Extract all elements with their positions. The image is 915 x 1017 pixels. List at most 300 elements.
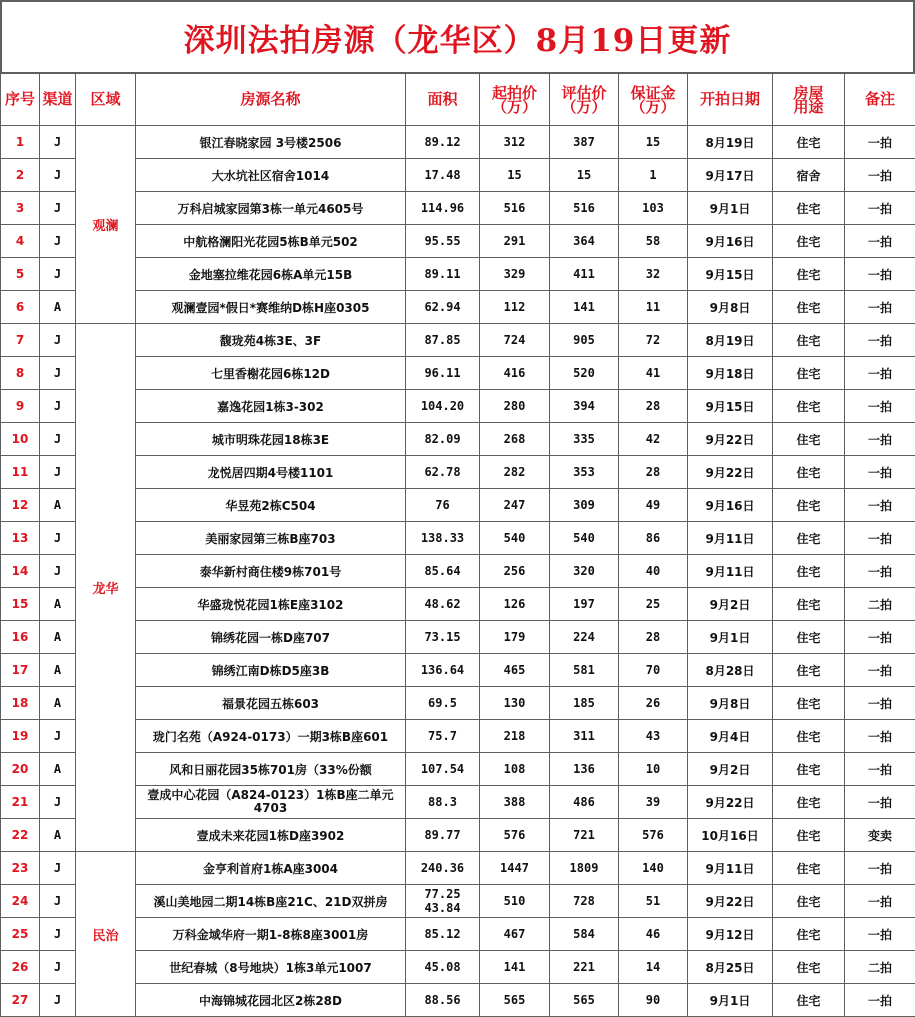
header-eval-price: 评估价 （万） [550,74,619,126]
row-channel: J [40,357,76,390]
row-area: 138.33 [406,522,480,555]
row-area: 62.78 [406,456,480,489]
table-row [1,126,915,159]
row-area: 96.11 [406,357,480,390]
row-seq: 1 [1,126,40,159]
row-seq: 15 [1,588,40,621]
table-row [1,654,915,687]
row-area: 114.96 [406,192,480,225]
row-channel: J [40,126,76,159]
row-seq: 8 [1,357,40,390]
row-usage: 住宅 [773,423,845,456]
row-date: 9月8日 [688,291,773,324]
row-date: 9月22日 [688,456,773,489]
row-name: 七里香榭花园6栋12D [136,357,406,390]
row-seq: 18 [1,687,40,720]
table-row [1,390,915,423]
row-note: 二拍 [845,588,915,621]
row-area-primary: 77.25 [406,887,479,901]
row-note: 一拍 [845,687,915,720]
row-date: 9月8日 [688,687,773,720]
row-usage: 住宅 [773,522,845,555]
row-start-price: 510 [480,885,550,918]
row-seq: 7 [1,324,40,357]
table-row [1,258,915,291]
region-cell: 民治 [76,852,136,1017]
row-name: 壹成未来花园1栋D座3902 [136,819,406,852]
row-channel: A [40,621,76,654]
row-seq: 19 [1,720,40,753]
row-usage: 住宅 [773,291,845,324]
row-usage: 住宅 [773,984,845,1017]
row-start-price: 312 [480,126,550,159]
row-seq: 24 [1,885,40,918]
header-start-price: 起拍价 （万） [480,74,550,126]
row-start-price: 467 [480,918,550,951]
row-note: 一拍 [845,984,915,1017]
row-name: 大水坑社区宿舍1014 [136,159,406,192]
header-row [1,74,915,126]
row-channel: J [40,786,76,819]
row-note: 一拍 [845,720,915,753]
row-note: 一拍 [845,918,915,951]
row-note: 一拍 [845,126,915,159]
row-note: 变卖 [845,819,915,852]
row-date: 9月2日 [688,753,773,786]
row-area: 17.48 [406,159,480,192]
row-eval-price: 581 [550,654,619,687]
row-name: 福景花园五栋603 [136,687,406,720]
row-seq: 20 [1,753,40,786]
row-channel: J [40,192,76,225]
row-seq: 27 [1,984,40,1017]
row-deposit: 15 [619,126,688,159]
row-name: 城市明珠花园18栋3E [136,423,406,456]
row-start-price: 15 [480,159,550,192]
row-date: 9月11日 [688,555,773,588]
region-cell: 龙华 [76,324,136,852]
row-eval-price: 224 [550,621,619,654]
table-row [1,291,915,324]
row-start-price: 141 [480,951,550,984]
row-note: 一拍 [845,324,915,357]
row-eval-price: 565 [550,984,619,1017]
header-deposit: 保证金 （万） [619,74,688,126]
row-name: 锦绣花园一栋D座707 [136,621,406,654]
row-start-price: 329 [480,258,550,291]
row-eval-price: 905 [550,324,619,357]
row-name: 华盛珑悦花园1栋E座3102 [136,588,406,621]
row-start-price: 112 [480,291,550,324]
row-usage: 住宅 [773,555,845,588]
row-area: 240.36 [406,852,480,885]
row-channel: J [40,555,76,588]
row-date: 9月1日 [688,984,773,1017]
row-usage: 住宅 [773,225,845,258]
row-note: 一拍 [845,555,915,588]
row-name: 中海锦城花园北区2栋28D [136,984,406,1017]
row-name: 银江春晓家园 3号楼2506 [136,126,406,159]
row-channel: J [40,951,76,984]
row-name: 龙悦居四期4号楼1101 [136,456,406,489]
row-name: 世纪春城（8号地块）1栋3单元1007 [136,951,406,984]
row-note: 一拍 [845,885,915,918]
row-usage: 住宅 [773,357,845,390]
table-row [1,852,915,885]
row-date: 8月28日 [688,654,773,687]
row-date: 9月15日 [688,390,773,423]
row-note: 一拍 [845,456,915,489]
table-row [1,918,915,951]
row-seq: 10 [1,423,40,456]
row-note: 一拍 [845,423,915,456]
row-usage: 住宅 [773,786,845,819]
row-deposit: 41 [619,357,688,390]
table-row [1,984,915,1017]
row-channel: J [40,720,76,753]
row-channel: A [40,753,76,786]
row-deposit: 40 [619,555,688,588]
row-channel: J [40,258,76,291]
row-channel: J [40,159,76,192]
row-eval-price: 728 [550,885,619,918]
row-seq: 26 [1,951,40,984]
row-note: 一拍 [845,258,915,291]
row-note: 一拍 [845,225,915,258]
row-date: 9月22日 [688,423,773,456]
row-deposit: 72 [619,324,688,357]
row-name: 嘉逸花园1栋3-302 [136,390,406,423]
row-eval-price: 394 [550,390,619,423]
row-deposit: 42 [619,423,688,456]
row-usage: 住宅 [773,126,845,159]
row-date: 9月2日 [688,588,773,621]
row-deposit: 28 [619,456,688,489]
row-note: 一拍 [845,786,915,819]
row-start-price: 280 [480,390,550,423]
row-area: 48.62 [406,588,480,621]
row-seq: 21 [1,786,40,819]
row-name: 锦绣江南D栋D5座3B [136,654,406,687]
row-name: 溪山美地园二期14栋B座21C、21D双拼房 [136,885,406,918]
row-deposit: 90 [619,984,688,1017]
listing-rows [1,126,915,1017]
row-start-price: 130 [480,687,550,720]
row-area: 87.85 [406,324,480,357]
table-row [1,489,915,522]
row-usage: 住宅 [773,852,845,885]
row-start-price: 282 [480,456,550,489]
row-date: 9月12日 [688,918,773,951]
row-seq: 22 [1,819,40,852]
row-eval-price: 387 [550,126,619,159]
row-name: 金地塞拉维花园6栋A单元15B [136,258,406,291]
header-date: 开拍日期 [688,74,773,126]
row-channel: J [40,324,76,357]
table-row [1,588,915,621]
row-channel: A [40,291,76,324]
row-eval-price: 335 [550,423,619,456]
row-deposit: 49 [619,489,688,522]
table-row [1,357,915,390]
row-usage: 住宅 [773,885,845,918]
row-channel: J [40,522,76,555]
row-channel: A [40,489,76,522]
row-seq: 14 [1,555,40,588]
row-usage: 住宅 [773,720,845,753]
row-start-price: 388 [480,786,550,819]
row-channel: J [40,885,76,918]
row-note: 一拍 [845,522,915,555]
row-start-price: 291 [480,225,550,258]
row-start-price: 576 [480,819,550,852]
row-usage: 住宅 [773,918,845,951]
row-date: 8月25日 [688,951,773,984]
row-area: 82.09 [406,423,480,456]
row-seq: 5 [1,258,40,291]
row-deposit: 103 [619,192,688,225]
row-usage: 住宅 [773,819,845,852]
row-usage: 住宅 [773,489,845,522]
row-start-price: 218 [480,720,550,753]
row-name: 万科金域华府一期1-8栋8座3001房 [136,918,406,951]
row-usage: 住宅 [773,258,845,291]
row-date: 10月16日 [688,819,773,852]
row-usage: 住宅 [773,390,845,423]
row-start-price: 465 [480,654,550,687]
row-channel: J [40,984,76,1017]
row-seq: 6 [1,291,40,324]
row-seq: 12 [1,489,40,522]
row-usage: 住宅 [773,753,845,786]
row-area: 104.20 [406,390,480,423]
row-channel: J [40,918,76,951]
row-start-price: 126 [480,588,550,621]
table-row [1,423,915,456]
row-seq: 16 [1,621,40,654]
row-area: 76 [406,489,480,522]
row-start-price: 724 [480,324,550,357]
row-usage: 住宅 [773,621,845,654]
row-seq: 2 [1,159,40,192]
header-seq: 序号 [1,74,40,126]
sheet-title: 深圳法拍房源（龙华区）8月19日更新 [0,0,915,73]
row-eval-price: 520 [550,357,619,390]
row-area [406,885,480,918]
row-area: 85.64 [406,555,480,588]
row-date: 9月17日 [688,159,773,192]
row-deposit: 1 [619,159,688,192]
row-eval-price: 309 [550,489,619,522]
row-deposit: 11 [619,291,688,324]
table-row [1,456,915,489]
row-channel: J [40,852,76,885]
row-deposit: 28 [619,621,688,654]
row-area: 89.77 [406,819,480,852]
row-deposit: 86 [619,522,688,555]
row-note: 一拍 [845,654,915,687]
row-date: 8月19日 [688,324,773,357]
row-area: 88.3 [406,786,480,819]
table-row [1,951,915,984]
table-row [1,819,915,852]
row-date: 9月1日 [688,192,773,225]
header-name: 房源名称 [136,74,406,126]
row-start-price: 540 [480,522,550,555]
row-seq: 23 [1,852,40,885]
row-name: 风和日丽花园35栋701房（33%份额 [136,753,406,786]
row-area: 45.08 [406,951,480,984]
row-start-price: 565 [480,984,550,1017]
row-name: 华昱苑2栋C504 [136,489,406,522]
row-note: 一拍 [845,192,915,225]
listing-table [0,73,915,1017]
row-note: 一拍 [845,291,915,324]
row-deposit: 26 [619,687,688,720]
row-date: 9月22日 [688,786,773,819]
table-row [1,555,915,588]
row-eval-price: 197 [550,588,619,621]
row-eval-price: 486 [550,786,619,819]
row-deposit: 39 [619,786,688,819]
table-row [1,720,915,753]
row-area: 136.64 [406,654,480,687]
row-date: 9月16日 [688,225,773,258]
table-row [1,753,915,786]
row-eval-price: 320 [550,555,619,588]
table-row [1,225,915,258]
row-note: 一拍 [845,852,915,885]
row-note: 一拍 [845,753,915,786]
row-deposit: 10 [619,753,688,786]
row-name: 中航格澜阳光花园5栋B单元502 [136,225,406,258]
row-note: 一拍 [845,357,915,390]
row-seq: 9 [1,390,40,423]
row-name: 珑门名苑（A924-0173）一期3栋B座601 [136,720,406,753]
row-eval-price: 1809 [550,852,619,885]
row-date: 9月18日 [688,357,773,390]
row-usage: 住宅 [773,687,845,720]
table-row [1,786,915,819]
row-date: 9月1日 [688,621,773,654]
table-row [1,192,915,225]
row-date: 9月11日 [688,522,773,555]
row-deposit: 51 [619,885,688,918]
row-seq: 3 [1,192,40,225]
row-area: 88.56 [406,984,480,1017]
row-name: 馥珑苑4栋3E、3F [136,324,406,357]
row-area: 95.55 [406,225,480,258]
row-deposit: 43 [619,720,688,753]
row-start-price: 1447 [480,852,550,885]
row-seq: 11 [1,456,40,489]
row-date: 9月11日 [688,852,773,885]
row-usage: 住宅 [773,324,845,357]
row-area: 107.54 [406,753,480,786]
row-date: 9月22日 [688,885,773,918]
row-eval-price: 141 [550,291,619,324]
row-start-price: 268 [480,423,550,456]
row-deposit: 14 [619,951,688,984]
row-usage: 住宅 [773,192,845,225]
row-channel: J [40,390,76,423]
header-note: 备注 [845,74,915,126]
row-note: 二拍 [845,951,915,984]
row-area-secondary: 43.84 [406,901,479,915]
row-eval-price: 136 [550,753,619,786]
table-row [1,324,915,357]
row-deposit: 70 [619,654,688,687]
row-date: 9月15日 [688,258,773,291]
row-seq: 17 [1,654,40,687]
row-date: 9月4日 [688,720,773,753]
row-area: 85.12 [406,918,480,951]
row-note: 一拍 [845,621,915,654]
row-usage: 住宅 [773,951,845,984]
row-start-price: 247 [480,489,550,522]
row-eval-price: 311 [550,720,619,753]
row-deposit: 25 [619,588,688,621]
row-channel: A [40,687,76,720]
row-name: 金亨利首府1栋A座3004 [136,852,406,885]
row-eval-price: 721 [550,819,619,852]
row-start-price: 256 [480,555,550,588]
row-eval-price: 221 [550,951,619,984]
row-note: 一拍 [845,390,915,423]
header-region: 区域 [76,74,136,126]
row-name: 万科启城家园第3栋一单元4605号 [136,192,406,225]
row-date: 8月19日 [688,126,773,159]
header-usage: 房屋 用途 [773,74,845,126]
row-deposit: 32 [619,258,688,291]
table-row [1,885,915,918]
row-usage: 住宅 [773,456,845,489]
row-deposit: 576 [619,819,688,852]
row-eval-price: 15 [550,159,619,192]
row-deposit: 28 [619,390,688,423]
row-start-price: 108 [480,753,550,786]
row-area: 75.7 [406,720,480,753]
row-area: 62.94 [406,291,480,324]
row-note: 一拍 [845,159,915,192]
row-eval-price: 516 [550,192,619,225]
row-date: 9月16日 [688,489,773,522]
row-eval-price: 353 [550,456,619,489]
row-usage: 住宅 [773,588,845,621]
row-deposit: 58 [619,225,688,258]
row-area: 89.12 [406,126,480,159]
row-seq: 13 [1,522,40,555]
header-channel: 渠道 [40,74,76,126]
row-channel: J [40,225,76,258]
row-name: 观澜壹园*假日*赛维纳D栋H座0305 [136,291,406,324]
row-start-price: 516 [480,192,550,225]
table-row [1,522,915,555]
row-channel: A [40,819,76,852]
row-channel: J [40,423,76,456]
row-seq: 25 [1,918,40,951]
row-channel: J [40,456,76,489]
row-start-price: 179 [480,621,550,654]
row-area: 69.5 [406,687,480,720]
row-note: 一拍 [845,489,915,522]
header-area: 面积 [406,74,480,126]
row-eval-price: 584 [550,918,619,951]
region-cell: 观澜 [76,126,136,324]
row-usage: 住宅 [773,654,845,687]
table-row [1,159,915,192]
row-name: 美丽家园第三栋B座703 [136,522,406,555]
